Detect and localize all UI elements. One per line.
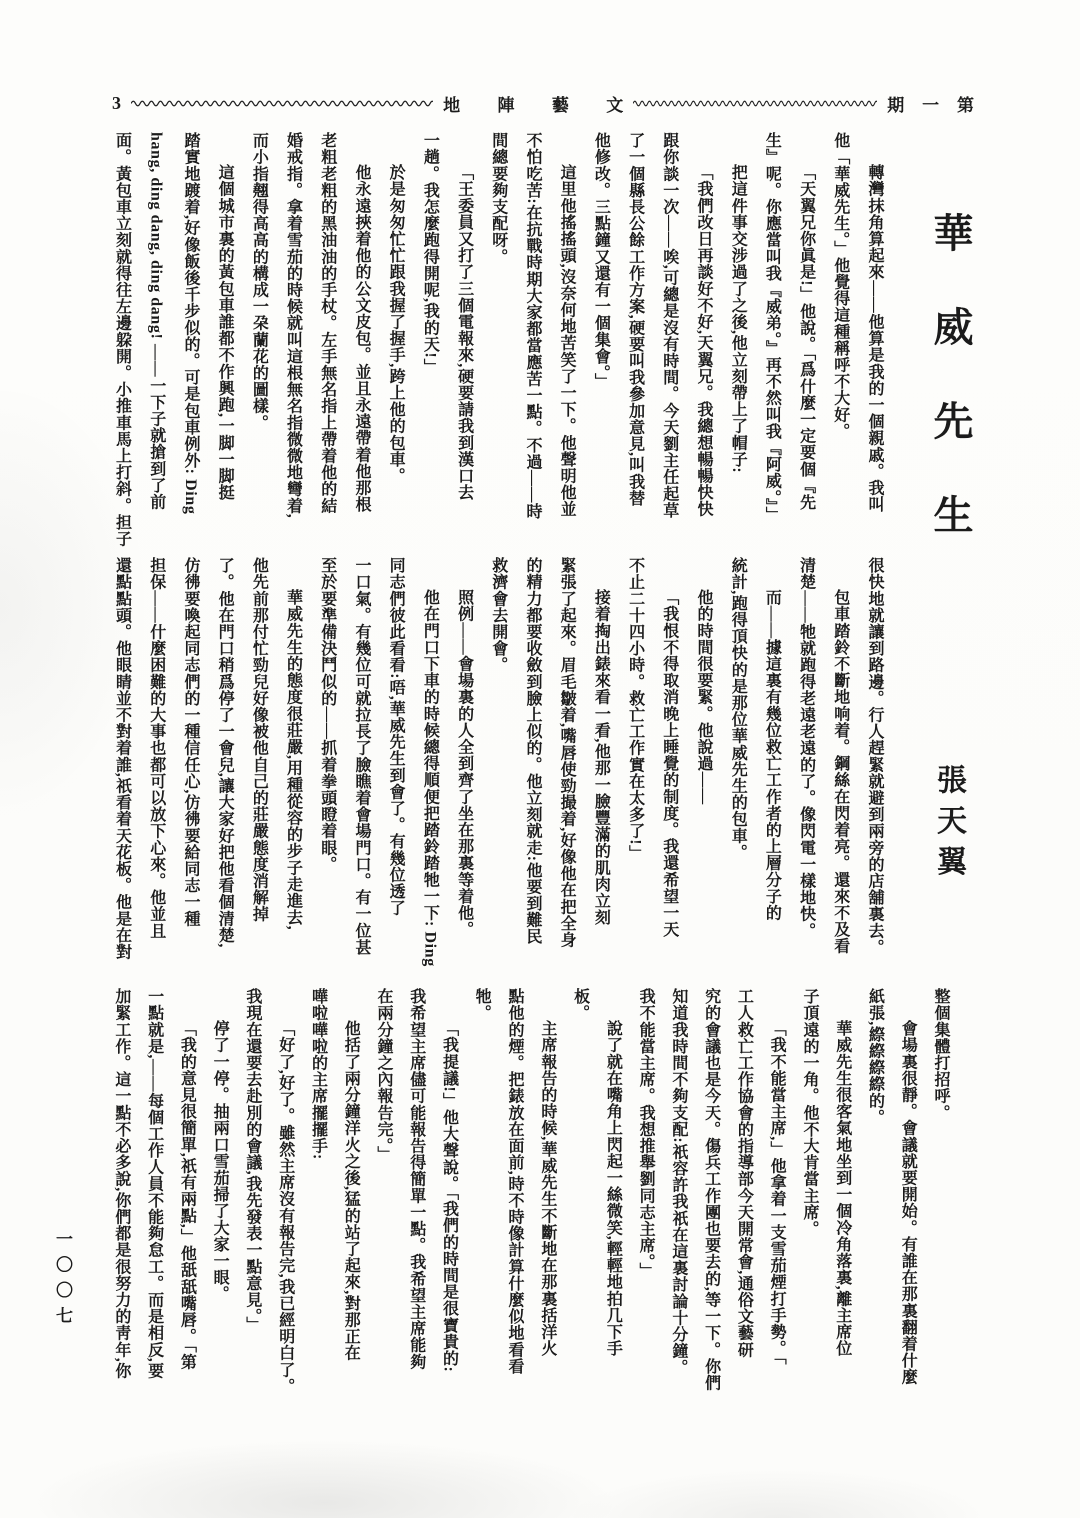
- text-column: 紙張,縩縩縩縩的。: [866, 988, 884, 1126]
- text-column: 加緊工作。這一點不必多說,你們都是很努力的靑年,你: [112, 988, 130, 1379]
- text-column: 了。他在門口稍爲停了一會兒,讓大家好把他看個清楚,: [216, 557, 234, 948]
- text-column: 不止二十四小時。救亡工作實在太多了!」: [626, 557, 644, 862]
- story-title: 華威先生: [928, 212, 973, 588]
- text-column: 在兩分鐘之內報告完。」: [374, 988, 392, 1163]
- folio-number: 一〇〇七: [53, 1230, 72, 1332]
- text-column: 而小指翹得高高的構成一朶蘭花的圖樣。: [250, 132, 268, 431]
- text-column: 的精力都要收斂到臉上似的。他立刻就走:他要到難民: [523, 557, 541, 945]
- text-column: 而——據這裏有幾位救亡工作者的上層分子的: [763, 589, 781, 921]
- magazine-title: 地陣藝文: [443, 95, 661, 115]
- text-column: 會場裏很靜。會議就要開始。有誰在那裏翻着什麼: [899, 1020, 917, 1386]
- text-column: 面。黃包車立刻就得往左邊躱開。小推車馬上打斜。担子: [113, 132, 131, 547]
- text-column: 我不能當主席。我想推舉劉同志主席。」: [637, 988, 655, 1279]
- wavy-rule-left: [131, 99, 433, 108]
- text-column: 他修改。三點鐘又還有一個集會。」: [592, 132, 610, 390]
- text-column: 這個城市裏的黃包車誰都不作興跑,一脚一脚挺: [216, 164, 234, 501]
- text-column: 間總要夠支配呀。: [489, 132, 507, 265]
- text-column: 華威先生很客氣地坐到一個冷角落裏,離主席位: [833, 1020, 851, 1357]
- text-column: 一點就是,——每個工作人員不能夠怠工。而是相反,要: [145, 988, 163, 1379]
- text-column: 緊張了起來。眉毛皺着,嘴唇使勁撮着,好像他在把全身: [558, 557, 576, 948]
- text-column: 跟你談一次——唉,可總是沒有時間。今天劉主任起草: [660, 132, 678, 519]
- text-column: 他的時間很要緊。他說過——: [694, 589, 712, 805]
- text-column: 接着掏出錶來看一看,他那一臉豐滿的肌肉立刻: [592, 589, 610, 926]
- wavy-rule-right: [633, 99, 877, 108]
- text-column: 他括了兩分鐘洋火之後,猛的站了起來,對那正在: [342, 1020, 360, 1362]
- text-column: 點他的煙。把錶放在面前,時不時像計算什麼似地看看: [506, 988, 524, 1375]
- text-column: 華威先生的態度很莊嚴,用種從容的步子走進去,: [284, 589, 302, 931]
- text-band-1: [104, 132, 891, 548]
- text-column: 他在門口下車的時候總得順便把踏鈴踏牠一下: Ding: [421, 589, 439, 967]
- text-column: 整個集體打招呼。: [932, 988, 949, 1121]
- text-column: 了一個縣長公餘工作方案,硬要叫我參加意見,叫我替: [626, 132, 644, 507]
- text-column: 仿彿要喚起同志們的一種信任心,仿彿要給同志一種: [181, 557, 199, 927]
- text-column: 「好了,好了。雖然主席沒有報告完,我已經明白了。: [276, 1020, 294, 1395]
- text-column: 牠。: [473, 988, 491, 1022]
- text-column: 還點點頭。他眼睛並不對着誰,祇看着天花板。他是在對: [113, 557, 131, 960]
- text-column: 於是匆匆忙忙跟我握了握手,跨上他的包車。: [387, 164, 405, 484]
- text-column: 老粗老粗的黑油油的手杖。左手無名指上帶着他的結: [318, 132, 336, 514]
- text-column: 「我提議!」他大聲說。「我們的時間是很寶貴的:: [440, 1020, 458, 1373]
- text-column: 「我不能當主席,」他拿着一支雪茄煙打手勢。「: [768, 1020, 786, 1366]
- text-band-3: [104, 988, 956, 1422]
- text-column: 同志們彼此看看:唔,華威先生到會了。有幾位透了: [387, 557, 405, 917]
- text-column: 一口氣。有幾位可就拉長了臉瞧着會場門口。有一位甚: [352, 557, 370, 956]
- text-column: 工人救亡工作協會的指導部今天開常會,通俗文藝研: [735, 988, 753, 1358]
- text-column: 救濟會去開會。: [489, 557, 507, 674]
- text-column: 担保——什麼困難的大事也都可以放下心來。他並且: [147, 557, 165, 939]
- text-column: 轉灣抹角算起來——他算是我的一個親戚。我叫: [866, 164, 883, 513]
- text-column: 清楚——牠就跑得老遠老遠的了。像閃電一樣地快。: [797, 557, 815, 939]
- text-column: hang, ding dang, ding dang! ——一下子就搶到了前: [147, 132, 165, 511]
- text-column: 照例——會場裏的人全到齊了坐在那裏等着他。: [455, 589, 473, 938]
- text-column: 我現在還要去赴別的會議,我先發表一點意見。」: [243, 988, 261, 1334]
- text-band-2: [104, 557, 891, 978]
- text-column: 踏實地踱着,好像飯後千步似的。可是包車例外: Ding: [181, 132, 199, 515]
- text-column: 板。: [571, 988, 589, 1022]
- text-column: 主席報告的時候,華威先生不斷地在那裏括洋火: [538, 1020, 556, 1357]
- text-column: 「王委員又打了三個電報來,硬要請我到漢口去: [455, 164, 473, 501]
- text-column: 生』呢。你應當叫我『威弟。』再不然叫我『阿威。』」: [763, 132, 781, 523]
- text-column: 知道我時間不夠支配:祇容許我祇在這裏討論十分鐘。: [669, 988, 687, 1376]
- text-column: 他先前那付忙勁兒好像被他自己的莊嚴態度消解掉: [250, 557, 268, 923]
- text-column: 「我恨不得取消晚上睡覺的制度。我還希望一天: [660, 589, 678, 938]
- text-column: 統計,跑得頂快的是那位華威先生的包車。: [729, 557, 747, 861]
- text-column: 子頂遠的一角。他不大肯當主席。: [800, 988, 818, 1237]
- text-column: 嘩啦嘩啦的主席擺擺手:: [309, 988, 327, 1160]
- text-column: 停了一停。抽兩口雪茄掃了大家一眼。: [211, 1020, 229, 1303]
- text-column: 「我們改日再談好不好,天翼兄。我總想暢暢快快: [694, 164, 712, 518]
- issue-label: 期一第: [887, 95, 992, 115]
- text-column: 很快地就讓到路邊。行人趕緊就避到兩旁的店舖裏去。: [866, 557, 883, 956]
- text-column: 把這件事交涉過了之後,他立刻帶上了帽子:: [729, 164, 747, 474]
- text-column: 我希望主席儘可能報告得簡單一點。我希望主席能夠: [407, 988, 425, 1370]
- text-column: 包車踏鈴不斷地响着。鋼絲在閃着亮。還來不及看: [831, 589, 849, 955]
- text-column: 究的會議也是今天。傷兵工作團也要去的,等一下。你們: [702, 988, 720, 1391]
- text-column: 「天翼兄你眞是!」他說。「爲什麼一定要個『先: [797, 164, 815, 511]
- text-column: 他「華威先生。」他覺得這種稱呼不大好。: [831, 132, 849, 440]
- text-column: 不怕吃苦:在抗戰時期大家都當應苦一點。不過——時: [523, 132, 541, 520]
- text-column: 這里他搖搖頭,沒奈何地苦笑了一下。他聲明他並: [558, 164, 576, 518]
- text-column: 一趟。我怎麼跑得開呢,我的天!」: [421, 132, 439, 375]
- text-column: 說了就在嘴角上閃起一絲微笑,輕輕地拍几下手: [604, 1020, 622, 1357]
- text-column: 婚戒指。拿着雪茄的時候就叫這根無名指微微地彎着,: [284, 132, 302, 519]
- text-column: 「我的意見很簡單,祇有兩點,」他舐舐嘴唇。「第: [178, 1020, 196, 1370]
- page-header: [112, 90, 992, 116]
- text-column: 他永遠挾着他的公文皮包。並且永遠帶着他那根: [352, 164, 370, 513]
- text-column: 至於要準備決鬥似的——抓着拳頭瞪着眼。: [318, 557, 336, 873]
- author-name: 張天翼: [932, 764, 965, 887]
- page-number: 3: [112, 92, 121, 113]
